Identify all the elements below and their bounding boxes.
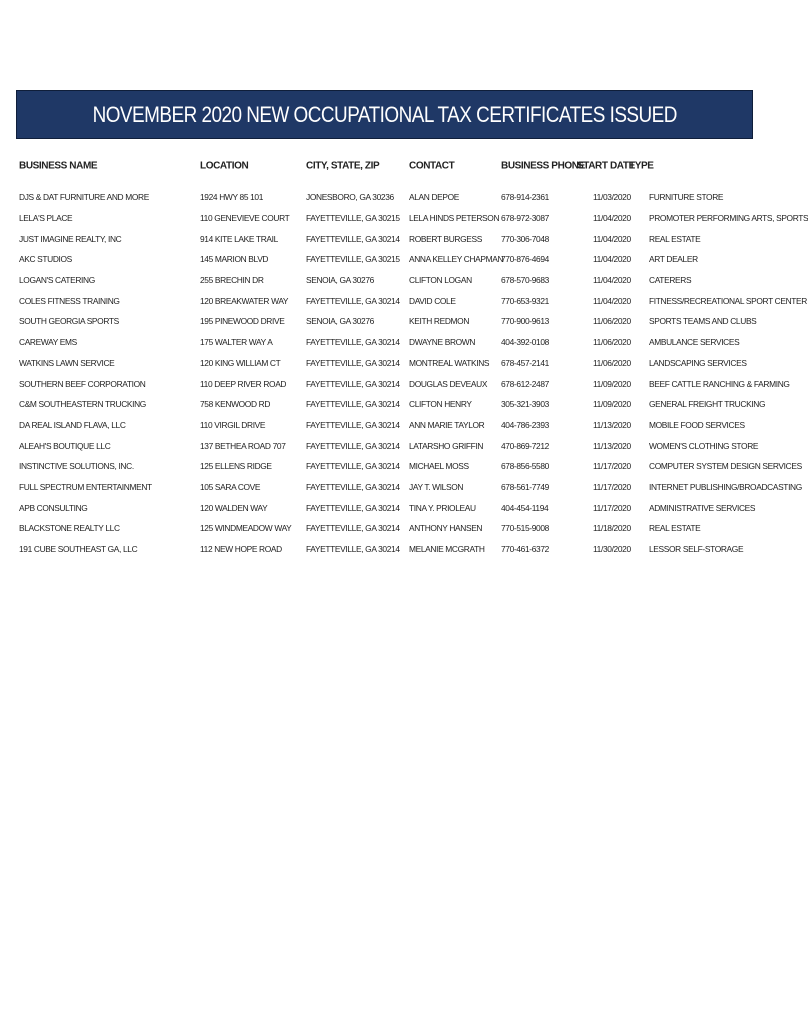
- city-state-zip-cell: SENOIA, GA 30276: [306, 316, 374, 327]
- start-date-cell: 11/30/2020: [593, 544, 631, 555]
- city-state-zip-cell: FAYETTEVILLE, GA 30214: [306, 440, 400, 451]
- business-phone-cell: 770-900-9613: [501, 316, 549, 327]
- business-name-cell: CAREWAY EMS: [19, 337, 77, 348]
- start-date-cell: 11/04/2020: [593, 254, 631, 265]
- table-row: [19, 228, 754, 249]
- contact-cell: ANNA KELLEY CHAPMAN: [409, 254, 504, 265]
- business-name-cell: 191 CUBE SOUTHEAST GA, LLC: [19, 544, 138, 555]
- business-name-cell: INSTINCTIVE SOLUTIONS, INC.: [19, 461, 134, 472]
- contact-cell: DAVID COLE: [409, 295, 456, 306]
- business-phone-cell: 404-786-2393: [501, 419, 549, 430]
- location-cell: 145 MARION BLVD: [200, 254, 269, 265]
- start-date-cell: 11/17/2020: [593, 481, 631, 492]
- table-row: [19, 311, 757, 332]
- business-name-cell: WATKINS LAWN SERVICE: [19, 357, 115, 368]
- table-row: [19, 415, 754, 436]
- location-cell: 125 ELLENS RIDGE: [200, 461, 272, 472]
- type-cell: CATERERS: [649, 275, 692, 286]
- type-cell: REAL ESTATE: [649, 523, 701, 534]
- type-cell: COMPUTER SYSTEM DESIGN SERVICES: [649, 461, 802, 472]
- page-title: NOVEMBER 2020 NEW OCCUPATIONAL TAX CERTIFICATES ISSUED: [92, 101, 677, 127]
- business-phone-cell: 678-457-2141: [501, 357, 549, 368]
- city-state-zip-cell: FAYETTEVILLE, GA 30214: [306, 295, 400, 306]
- location-cell: 195 PINEWOOD DRIVE: [200, 316, 285, 327]
- location-cell: 110 DEEP RIVER ROAD: [200, 378, 287, 389]
- table-row: [19, 270, 754, 291]
- table-row: [19, 373, 790, 394]
- start-date-cell: 11/09/2020: [593, 399, 631, 410]
- start-date-cell: 11/04/2020: [593, 275, 631, 286]
- contact-cell: CLIFTON LOGAN: [409, 275, 472, 286]
- type-cell: BEEF CATTLE RANCHING & FARMING: [649, 378, 790, 389]
- location-cell: 112 NEW HOPE ROAD: [200, 544, 282, 555]
- business-name-cell: C&M SOUTHEASTERN TRUCKING: [19, 399, 146, 410]
- start-date-cell: 11/06/2020: [593, 337, 631, 348]
- start-date-cell: 11/06/2020: [593, 316, 631, 327]
- location-cell: 1924 HWY 85 101: [200, 192, 264, 203]
- header-business-name: BUSINESS NAME: [19, 160, 98, 172]
- start-date-cell: 11/13/2020: [593, 419, 631, 430]
- table-row: [19, 208, 808, 229]
- business-phone-cell: 678-612-2487: [501, 378, 549, 389]
- location-cell: 120 WALDEN WAY: [200, 502, 268, 513]
- start-date-cell: 11/17/2020: [593, 461, 631, 472]
- start-date-cell: 11/04/2020: [593, 213, 631, 224]
- contact-cell: ANTHONY HANSEN: [409, 523, 483, 534]
- contact-cell: ROBERT BURGESS: [409, 233, 482, 244]
- business-phone-cell: 770-461-6372: [501, 544, 549, 555]
- location-cell: 120 BREAKWATER WAY: [200, 295, 289, 306]
- header-location: LOCATION: [200, 160, 249, 172]
- city-state-zip-cell: FAYETTEVILLE, GA 30214: [306, 378, 400, 389]
- business-phone-cell: 404-454-1194: [501, 502, 549, 513]
- start-date-cell: 11/13/2020: [593, 440, 631, 451]
- contact-cell: TINA Y. PRIOLEAU: [409, 502, 476, 513]
- business-name-cell: BLACKSTONE REALTY LLC: [19, 523, 120, 534]
- city-state-zip-cell: FAYETTEVILLE, GA 30214: [306, 419, 400, 430]
- business-phone-cell: 770-876-4694: [501, 254, 549, 265]
- city-state-zip-cell: FAYETTEVILLE, GA 30214: [306, 357, 400, 368]
- contact-cell: LATARSHO GRIFFIN: [409, 440, 484, 451]
- table-row: [19, 290, 807, 311]
- table-row: [19, 435, 759, 456]
- type-cell: FURNITURE STORE: [649, 192, 724, 203]
- business-name-cell: SOUTH GEORGIA SPORTS: [19, 316, 119, 327]
- location-cell: 120 KING WILLIAM CT: [200, 357, 281, 368]
- contact-cell: DOUGLAS DEVEAUX: [409, 378, 488, 389]
- contact-cell: KEITH REDMON: [409, 316, 470, 327]
- business-phone-cell: 678-914-2361: [501, 192, 549, 203]
- type-cell: AMBULANCE SERVICES: [649, 337, 740, 348]
- location-cell: 175 WALTER WAY A: [200, 337, 273, 348]
- type-cell: REAL ESTATE: [649, 233, 701, 244]
- type-cell: SPORTS TEAMS AND CLUBS: [649, 316, 757, 327]
- start-date-cell: 11/06/2020: [593, 357, 631, 368]
- table-row: [19, 353, 754, 374]
- type-cell: GENERAL FREIGHT TRUCKING: [649, 399, 766, 410]
- city-state-zip-cell: FAYETTEVILLE, GA 30214: [306, 502, 400, 513]
- business-phone-cell: 404-392-0108: [501, 337, 549, 348]
- business-phone-cell: 678-561-7749: [501, 481, 549, 492]
- type-cell: LESSOR SELF-STORAGE: [649, 544, 744, 555]
- contact-cell: ANN MARIE TAYLOR: [409, 419, 485, 430]
- contact-cell: MONTREAL WATKINS: [409, 357, 490, 368]
- type-cell: MOBILE FOOD SERVICES: [649, 419, 745, 430]
- table-row: [19, 394, 766, 415]
- business-phone-cell: 678-972-3087: [501, 213, 549, 224]
- start-date-cell: 11/03/2020: [593, 192, 631, 203]
- type-cell: WOMEN'S CLOTHING STORE: [649, 440, 759, 451]
- city-state-zip-cell: JONESBORO, GA 30236: [306, 192, 394, 203]
- contact-cell: DWAYNE BROWN: [409, 337, 476, 348]
- location-cell: 914 KITE LAKE TRAIL: [200, 233, 278, 244]
- start-date-cell: 11/04/2020: [593, 295, 631, 306]
- business-phone-cell: 770-306-7048: [501, 233, 549, 244]
- business-name-cell: LELA'S PLACE: [19, 213, 73, 224]
- city-state-zip-cell: FAYETTEVILLE, GA 30214: [306, 337, 400, 348]
- business-phone-cell: 470-869-7212: [501, 440, 549, 451]
- certificates-table: [19, 154, 808, 559]
- contact-cell: ALAN DEPOE: [409, 192, 460, 203]
- business-phone-cell: 678-570-9683: [501, 275, 549, 286]
- table-row: [19, 539, 754, 560]
- table-row: [19, 477, 802, 498]
- city-state-zip-cell: FAYETTEVILLE, GA 30215: [306, 254, 400, 265]
- header-business-phone: BUSINESS PHONE: [501, 160, 585, 172]
- business-name-cell: SOUTHERN BEEF CORPORATION: [19, 378, 146, 389]
- city-state-zip-cell: FAYETTEVILLE, GA 30214: [306, 544, 400, 555]
- city-state-zip-cell: FAYETTEVILLE, GA 30214: [306, 461, 400, 472]
- start-date-cell: 11/09/2020: [593, 378, 631, 389]
- type-cell: LANDSCAPING SERVICES: [649, 357, 747, 368]
- business-phone-cell: 305-321-3903: [501, 399, 549, 410]
- type-cell: ART DEALER: [649, 254, 698, 265]
- business-phone-cell: 678-856-5580: [501, 461, 549, 472]
- header-type: TYPE: [629, 160, 654, 172]
- table-row: [19, 456, 802, 477]
- header-contact: CONTACT: [409, 160, 455, 172]
- contact-cell: MELANIE MCGRATH: [409, 544, 485, 555]
- start-date-cell: 11/18/2020: [593, 523, 631, 534]
- location-cell: 125 WINDMEADOW WAY: [200, 523, 292, 534]
- business-name-cell: APB CONSULTING: [19, 502, 88, 513]
- city-state-zip-cell: FAYETTEVILLE, GA 30214: [306, 399, 400, 410]
- business-name-cell: DA REAL ISLAND FLAVA, LLC: [19, 419, 126, 430]
- location-cell: 758 KENWOOD RD: [200, 399, 271, 410]
- type-cell: FITNESS/RECREATIONAL SPORT CENTER: [649, 295, 807, 306]
- city-state-zip-cell: FAYETTEVILLE, GA 30214: [306, 523, 400, 534]
- contact-cell: LELA HINDS PETERSON: [409, 213, 500, 224]
- table-row: [19, 332, 754, 353]
- location-cell: 255 BRECHIN DR: [200, 275, 264, 286]
- business-name-cell: DJS & DAT FURNITURE AND MORE: [19, 192, 149, 203]
- type-cell: PROMOTER PERFORMING ARTS, SPORTS: [649, 213, 808, 224]
- location-cell: 110 VIRGIL DRIVE: [200, 419, 266, 430]
- table-header-row: [19, 154, 754, 178]
- start-date-cell: 11/04/2020: [593, 233, 631, 244]
- location-cell: 137 BETHEA ROAD 707: [200, 440, 286, 451]
- business-name-cell: LOGAN'S CATERING: [19, 275, 95, 286]
- title-banner: [16, 90, 753, 139]
- business-name-cell: FULL SPECTRUM ENTERTAINMENT: [19, 481, 152, 492]
- city-state-zip-cell: FAYETTEVILLE, GA 30214: [306, 233, 400, 244]
- business-name-cell: COLES FITNESS TRAINING: [19, 295, 120, 306]
- business-name-cell: AKC STUDIOS: [19, 254, 72, 265]
- city-state-zip-cell: FAYETTEVILLE, GA 30215: [306, 213, 400, 224]
- header-city-state-zip: CITY, STATE, ZIP: [306, 160, 380, 172]
- table-row: [19, 518, 754, 539]
- contact-cell: JAY T. WILSON: [409, 481, 464, 492]
- table-row: [19, 497, 754, 518]
- table-row: [19, 249, 754, 270]
- location-cell: 105 SARA COVE: [200, 481, 261, 492]
- start-date-cell: 11/17/2020: [593, 502, 631, 513]
- contact-cell: MICHAEL MOSS: [409, 461, 469, 472]
- city-state-zip-cell: FAYETTEVILLE, GA 30214: [306, 481, 400, 492]
- location-cell: 110 GENEVIEVE COURT: [200, 213, 290, 224]
- type-cell: INTERNET PUBLISHING/BROADCASTING: [649, 481, 802, 492]
- header-start-date: START DATE: [577, 160, 635, 172]
- type-cell: ADMINISTRATIVE SERVICES: [649, 502, 756, 513]
- business-phone-cell: 770-653-9321: [501, 295, 549, 306]
- city-state-zip-cell: SENOIA, GA 30276: [306, 275, 374, 286]
- table-row: [19, 187, 754, 208]
- table-body: [19, 187, 808, 559]
- business-phone-cell: 770-515-9008: [501, 523, 549, 534]
- business-name-cell: ALEAH'S BOUTIQUE LLC: [19, 440, 111, 451]
- contact-cell: CLIFTON HENRY: [409, 399, 472, 410]
- business-name-cell: JUST IMAGINE REALTY, INC: [19, 233, 122, 244]
